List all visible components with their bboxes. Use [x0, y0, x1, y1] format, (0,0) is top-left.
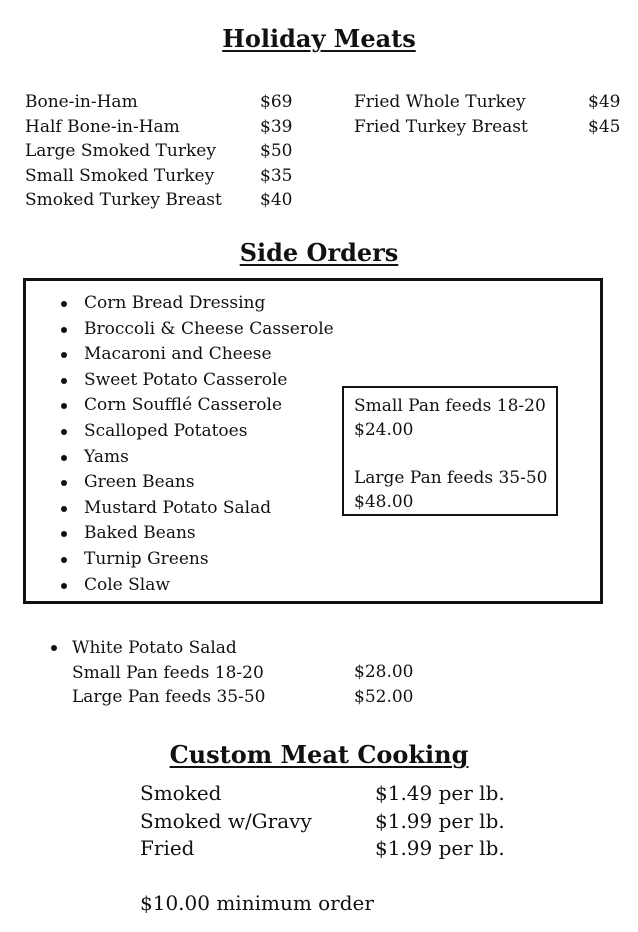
large-pan-label: Large Pan feeds 35-50	[354, 468, 548, 488]
meat-item-price: $49	[588, 92, 621, 112]
large-pan-price: $48.00	[354, 492, 414, 512]
small-pan-price: $28.00	[354, 662, 414, 682]
list-item: Cole Slaw	[58, 573, 334, 599]
meat-item-name: Fried Whole Turkey	[354, 92, 526, 112]
holiday-meats-left-prices	[260, 90, 292, 213]
meat-item-name: Bone-in-Ham	[25, 92, 138, 112]
list-item: Mustard Potato Salad	[58, 496, 334, 522]
list-item: Baked Beans	[58, 521, 334, 547]
meat-item-name: Half Bone-in-Ham	[25, 116, 180, 137]
meat-item-price: $40	[260, 190, 293, 210]
cooking-price: $1.99 per lb.	[375, 836, 505, 860]
list-item: Turnip Greens	[58, 547, 334, 573]
meat-item-price: $50	[260, 141, 293, 161]
small-pan-label: Small Pan feeds 18-20	[72, 662, 264, 683]
list-item: Sweet Potato Casserole	[58, 368, 334, 394]
large-pan-price: $52.00	[354, 686, 414, 707]
list-item: Green Beans	[58, 470, 334, 496]
small-pan-price: $24.00	[354, 420, 414, 440]
cooking-method: Smoked	[140, 781, 222, 805]
list-item: Scalloped Potatoes	[58, 419, 334, 445]
holiday-meats-right-names	[354, 90, 528, 139]
list-item: Broccoli & Cheese Casserole	[58, 317, 334, 343]
meat-item-price: $35	[260, 165, 293, 186]
list-item: Corn Soufflé Casserole	[58, 393, 334, 419]
side-orders-box	[23, 278, 603, 604]
cooking-price: $1.99 per lb.	[375, 808, 505, 833]
custom-meat-cooking-title: Custom Meat Cooking	[169, 740, 469, 769]
small-pan-label: Small Pan feeds 18-20	[354, 396, 546, 416]
meat-item-price: $69	[260, 92, 293, 112]
white-potato-salad-prices	[354, 660, 413, 709]
list-item: Yams	[58, 445, 334, 471]
custom-cooking-prices	[375, 780, 505, 863]
side-orders-title: Side Orders	[239, 238, 399, 267]
list-item: Macaroni and Cheese	[58, 342, 334, 368]
meat-item-price: $39	[260, 116, 293, 137]
side-orders-list	[58, 291, 334, 598]
meat-item-price: $45	[588, 116, 621, 137]
meat-item-name: Fried Turkey Breast	[354, 116, 528, 137]
meat-item-name: Large Smoked Turkey	[25, 141, 216, 161]
holiday-meats-right-prices	[588, 90, 620, 139]
holiday-meats-title: Holiday Meats	[222, 24, 416, 53]
white-potato-salad-name: White Potato Salad	[72, 638, 237, 658]
holiday-meats-left-names	[25, 90, 222, 213]
bullet-icon	[51, 645, 57, 651]
cooking-price: $1.49 per lb.	[375, 781, 505, 805]
list-item: Corn Bread Dressing	[58, 291, 334, 317]
meat-item-name: Smoked Turkey Breast	[25, 190, 222, 210]
large-pan-label: Large Pan feeds 35-50	[72, 687, 266, 707]
cooking-method: Fried	[140, 836, 195, 860]
side-orders-price-box	[342, 386, 558, 516]
meat-item-name: Small Smoked Turkey	[25, 165, 215, 186]
custom-cooking-names	[140, 780, 312, 863]
minimum-order: $10.00 minimum order	[140, 891, 374, 915]
cooking-method: Smoked w/Gravy	[140, 808, 312, 833]
white-potato-salad-labels	[72, 636, 266, 710]
